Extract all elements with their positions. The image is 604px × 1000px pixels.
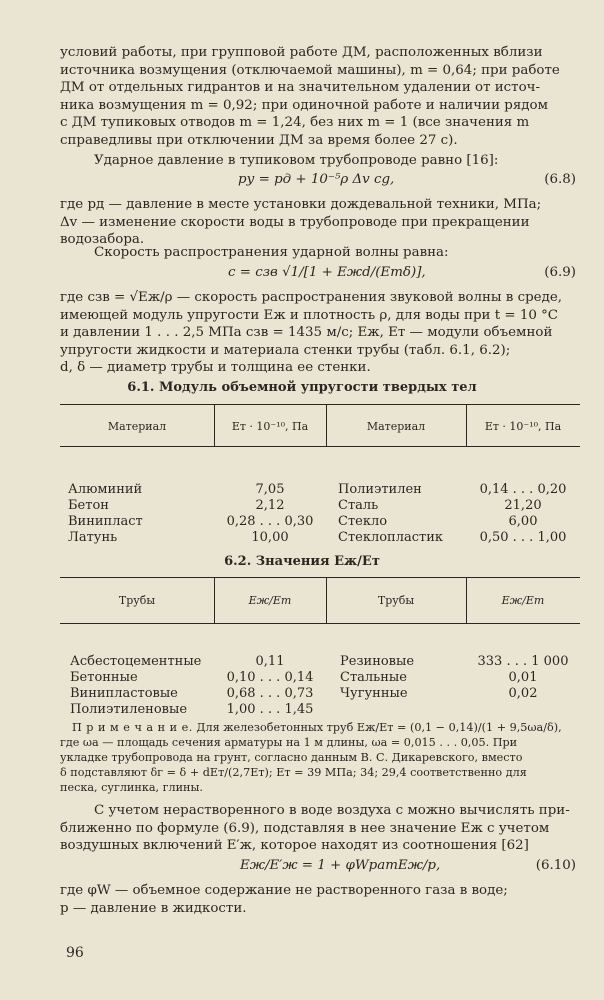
table-cell-pipe: Винипластовые (70, 686, 178, 701)
text-line: справедливы при отключении ДМ за время более 27 с). (60, 132, 458, 148)
column-header: Материал (366, 420, 426, 433)
text-line: условий работы, при групповой работе ДМ, расположенных вблизи (60, 45, 543, 60)
table-rule (60, 623, 580, 624)
column-header: Eж/Eт (248, 594, 292, 607)
table-cell-value: 0,50 . . . 1,00 (479, 530, 567, 545)
table-rule (60, 446, 580, 447)
text-line: где pд — давление в месте установки дождевальной техники, МПа; (60, 197, 542, 212)
table-cell-value: 0,11 (255, 654, 285, 669)
note-line: δ подставляют δг = δ + dEт/(2,7Eт); Eт = 39 МПа; 34; 29,4 соответственно для (60, 766, 527, 779)
table-note (60, 720, 580, 795)
note-line (60, 720, 580, 735)
paragraph-air-content (60, 802, 580, 855)
equation-number: (6.9) (544, 265, 576, 280)
table-rule (60, 404, 580, 405)
text-line: где φW — объемное содержание не растворенного газа в воде; (60, 883, 508, 898)
table-cell-material: Стекло (338, 514, 388, 529)
table-cell-value: 10,00 (251, 530, 289, 545)
paragraph-gas-content (60, 882, 580, 917)
text-line: ближенно по формуле (6.9), подставляя в нее значение Eж с учетом (60, 820, 550, 836)
table-cell-value: 21,20 (504, 498, 542, 513)
table-cell-value: 0,68 . . . 0,73 (226, 686, 314, 701)
equation-6-9: c = cзв √1/[1 + Eжd/(Eтδ)], (228, 265, 426, 280)
text-line: С учетом нерастворенного в воде воздуха c можно вычислять при- (94, 803, 570, 818)
paragraph-conditions (60, 44, 580, 150)
paragraph-definitions (60, 196, 580, 249)
note-line: укладке трубопровода на грунт, согласно данным В. С. Дикаревского, вместо (60, 751, 523, 764)
column-header: Материал (107, 420, 167, 433)
note-line: песка, суглинка, глины. (60, 781, 203, 794)
table-cell-material: Винипласт (68, 514, 143, 529)
table-cell-material: Полиэтилен (338, 482, 422, 497)
table-cell-pipe: Бетонные (70, 670, 138, 685)
equation-number: (6.8) (544, 172, 576, 187)
table-cell-value: 0,10 . . . 0,14 (226, 670, 314, 685)
table-cell-pipe: Резиновые (340, 654, 415, 669)
column-header: Eж/Eт (501, 594, 545, 607)
text-line: упругости жидкости и материала стенки трубы (табл. 6.1, 6.2); (60, 342, 511, 358)
equation-number: (6.10) (535, 858, 576, 873)
paragraph-shock-pressure (60, 152, 580, 170)
text-line: d, δ — диаметр трубы и толщина ее стенки. (60, 360, 371, 376)
text-line: где cзв = √Eж/ρ — скорость распространения звуковой волны в среде, (60, 290, 563, 305)
table-cell-material: Алюминий (68, 482, 143, 497)
table-cell-material: Сталь (338, 498, 379, 513)
page-number: 96 (66, 945, 84, 961)
table-cell-value: 0,01 (508, 670, 538, 685)
table-cell-pipe: Чугунные (340, 686, 408, 701)
column-header: Eт · 10⁻¹⁰, Па (484, 420, 562, 433)
table-6-2-caption: 6.2. Значения Eж/Eт (224, 554, 380, 569)
table-cell-pipe: Асбестоцементные (70, 654, 202, 669)
paragraph-sound-speed (60, 289, 580, 377)
text-line: с ДМ тупиковых отводов m = 1,24, без них m = 1 (все значения m (60, 115, 530, 131)
text-line: Δv — изменение скорости воды в трубопроводе при прекращении (60, 214, 530, 230)
text-line: Ударное давление в тупиковом трубопроводе равно [16]: (94, 153, 499, 168)
table-cell-pipe: Стальные (340, 670, 407, 685)
note-text: Для железобетонных труб Eж/Eт = (0,1 − 0,14)/(1 + 9,5ωа/δ), (196, 721, 562, 734)
table-cell-value: 7,05 (255, 482, 285, 497)
table-cell-value: 1,00 . . . 1,45 (226, 702, 314, 717)
note-line: где ωа — площадь сечения арматуры на 1 м длины, ωа = 0,015 . . . 0,05. При (60, 736, 518, 749)
table-cell-pipe: Полиэтиленовые (70, 702, 188, 717)
paragraph-wave-speed (60, 244, 580, 262)
note-label: П р и м е ч а н и е. (72, 721, 193, 734)
table-cell-value: 0,14 . . . 0,20 (479, 482, 567, 497)
text-line: воздушных включений E′ж, которое находят из соотношения [62] (60, 838, 529, 854)
text-line: источника возмущения (отключаемой машины), m = 0,64; при работе (60, 62, 560, 78)
table-cell-value: 2,12 (255, 498, 285, 513)
table-cell-value: 333 . . . 1 000 (477, 654, 569, 669)
text-line: p — давление в жидкости. (60, 900, 247, 916)
text-line: водозабора. (60, 232, 145, 248)
equation-6-8: pу = pд + 10⁻⁵ρ Δv cg, (238, 172, 395, 187)
text-line: и давлении 1 . . . 2,5 МПа cзв = 1435 м/с; Eж, Eт — модули объемной (60, 325, 553, 341)
column-header: Трубы (377, 594, 415, 607)
text-line: имеющей модуль упругости Eж и плотность ρ, для воды при t = 10 °C (60, 307, 559, 323)
text-line: ника возмущения m = 0,92; при одиночной работе и наличии рядом (60, 97, 549, 113)
equation-6-10: Eж/E′ж = 1 + φWpатEж/p, (240, 858, 441, 873)
text-line: Скорость распространения ударной волны равна: (94, 245, 449, 260)
table-cell-value: 0,28 . . . 0,30 (226, 514, 314, 529)
table-cell-value: 6,00 (508, 514, 538, 529)
table-cell-material: Бетон (68, 498, 109, 513)
table-rule (60, 577, 580, 578)
table-cell-material: Латунь (68, 530, 118, 545)
table-cell-value: 0,02 (508, 686, 538, 701)
table-6-1-caption: 6.1. Модуль объемной упругости твердых тел (127, 380, 477, 395)
text-line: ДМ от отдельных гидрантов и на значительном удалении от источ- (60, 80, 541, 96)
table-cell-material: Стеклопластик (338, 530, 443, 545)
column-header: Eт · 10⁻¹⁰, Па (231, 420, 309, 433)
column-header: Трубы (118, 594, 156, 607)
